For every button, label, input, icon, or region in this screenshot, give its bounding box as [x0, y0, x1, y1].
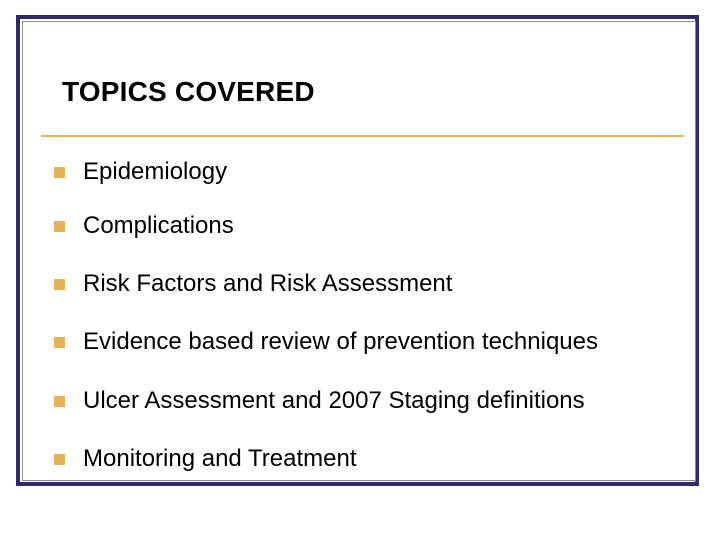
list-item-label: Risk Factors and Risk Assessment: [83, 270, 453, 297]
list-item-label: Ulcer Assessment and 2007 Staging definitions: [83, 387, 585, 414]
list-item-label: Complications: [83, 212, 234, 239]
slide-title: TOPICS COVERED: [62, 76, 315, 107]
square-bullet-icon: [54, 221, 65, 232]
list-item: [54, 267, 452, 301]
list-item: [54, 442, 356, 476]
square-bullet-icon: [54, 454, 65, 465]
square-bullet-icon: [54, 167, 65, 178]
square-bullet-icon: [54, 337, 65, 348]
square-bullet-icon: [54, 279, 65, 290]
list-item: [54, 325, 598, 359]
list-item: [54, 384, 585, 418]
list-item-label: Epidemiology: [83, 158, 228, 185]
list-item: [54, 209, 234, 243]
title-divider: [41, 135, 684, 137]
list-item-label: Monitoring and Treatment: [83, 445, 357, 472]
list-item-label: Evidence based review of prevention techniques: [83, 328, 598, 355]
square-bullet-icon: [54, 396, 65, 407]
list-item: [54, 155, 227, 189]
